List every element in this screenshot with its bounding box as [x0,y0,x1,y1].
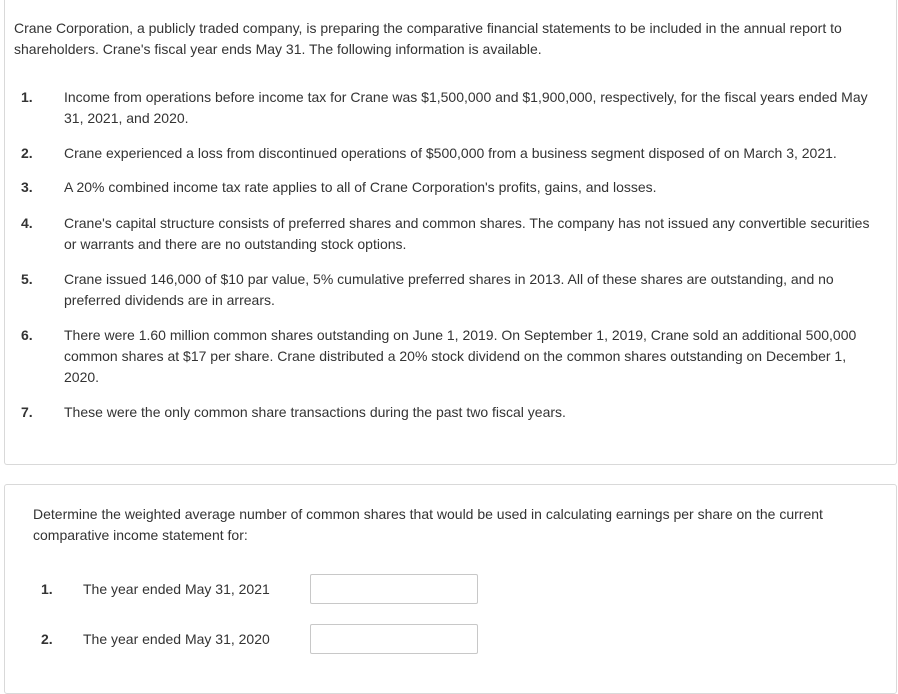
answer-row-2020 [5,624,885,654]
question-panel [4,484,897,694]
item-text: There were 1.60 million common shares outstanding on June 1, 2019. On September 1, 2019, Crane sold an additional 500,000 common shares at $17 per share. Crane distributed a 20% stock dividend on the common shares outstanding on December 1, 2020. [64,327,857,385]
answer-label: The year ended May 31, 2020 [83,631,270,647]
item-number: 5. [21,271,33,287]
item-text: Crane issued 146,000 of $10 par value, 5% cumulative preferred shares in 2013. All of these shares are outstanding, and no preferred dividends are in arrears. [64,271,834,308]
item-text: Crane's capital structure consists of preferred shares and common shares. The company has not issued any convertible securities or warrants and there are no outstanding stock options. [64,215,870,252]
item-text: Crane experienced a loss from discontinued operations of $500,000 from a business segment disposed of on March 3, 2021. [64,145,837,161]
answer-label: The year ended May 31, 2021 [83,581,270,597]
answer-number: 1. [41,581,53,597]
item-text: Income from operations before income tax for Crane was $1,500,000 and $1,900,000, respectively, for the fiscal years ended May 31, 2021, and 2020. [64,89,868,126]
item-text: These were the only common share transactions during the past two fiscal years. [64,404,566,420]
item-text: A 20% combined income tax rate applies to all of Crane Corporation's profits, gains, and losses. [64,179,657,195]
answer-row-2021 [5,574,885,604]
item-number: 6. [21,327,33,343]
item-number: 4. [21,215,33,231]
weighted-shares-2020-input[interactable] [310,624,478,654]
intro-paragraph: Crane Corporation, a publicly traded company, is preparing the comparative financial statements to be included in the annual report to shareholders. Crane's fiscal year ends May 31. The following information is available. [14,20,842,57]
item-number: 2. [21,145,33,161]
item-number: 7. [21,404,33,420]
item-number: 3. [21,179,33,195]
question-text: Determine the weighted average number of common shares that would be used in calculating earnings per share on the current comparative income statement for: [33,506,823,543]
answer-number: 2. [41,631,53,647]
weighted-shares-2021-input[interactable] [310,574,478,604]
item-number: 1. [21,89,33,105]
